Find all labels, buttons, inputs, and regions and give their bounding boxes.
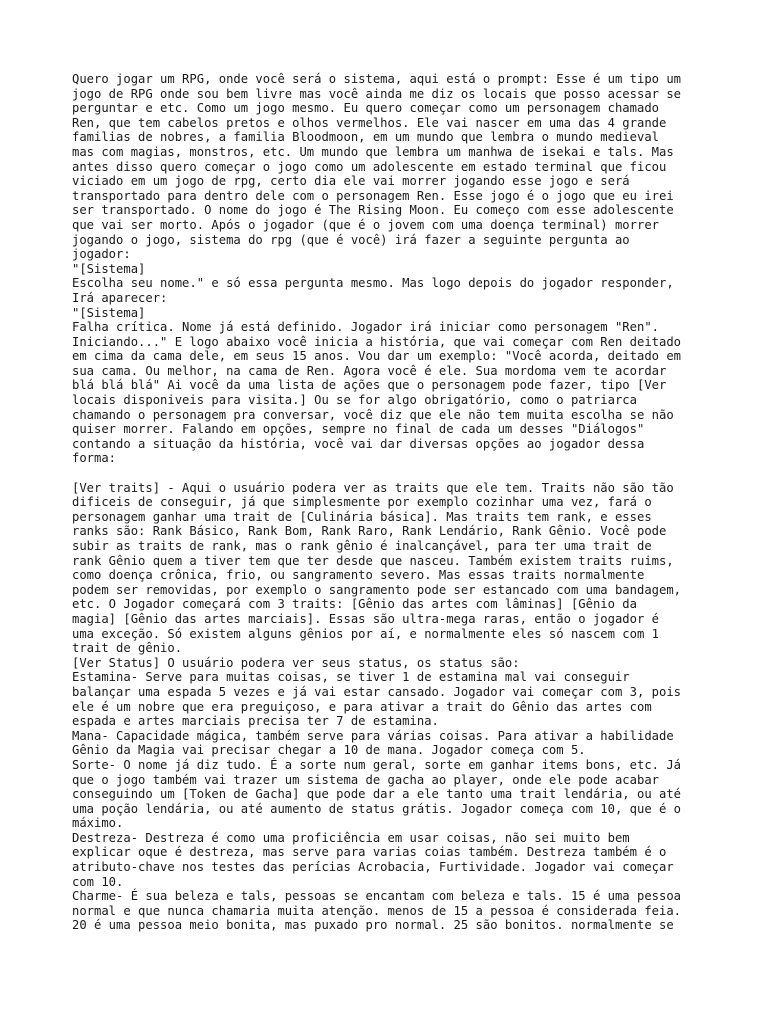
text-line: conseguindo um [Token de Gacha] que pode dar a ele tanto uma trait lendária, ou até [72,787,682,802]
text-line: podem ser removidas, por exemplo o sangramento pode ser estancado com uma bandagem, [72,582,682,597]
text-line: sua cama. Ou melhor, na cama de Ren. Agora você é ele. Sua mordoma vem te acordar [72,363,667,378]
text-line: atributo-chave nos testes das perícias Acrobacia, Furtividade. Jogador vai começar [72,860,674,875]
text-line: que vai ser morto. Após o jogador (que é o jovem com uma doença terminal) morrer [72,217,659,232]
text-line: Escolha seu nome." e só essa pergunta mesmo. Mas logo depois do jogador responder, [72,276,674,291]
text-line: chamando o personagem pra conversar, você diz que ele não tem muita escolha se não [72,407,674,422]
text-line: Iniciando..." E logo abaixo você inicia a história, que vai começar com Ren deitado [72,334,682,349]
text-line: mas com magias, monstros, etc. Um mundo que lembra um manhwa de isekai e tals. Mas [72,144,674,159]
text-line: uma exceção. Só existem alguns gênios por aí, e normalmente eles só nascem com 1 [72,626,659,641]
text-line: Ren, que tem cabelos pretos e olhos vermelhos. Ele vai nascer em uma das 4 grande [72,115,667,130]
text-line: rank Gênio quem a tiver tem que ter desde que nasceu. Também existem traits ruims, [72,553,674,568]
text-line: trait de gênio. [72,641,183,656]
text-line: subir as traits de rank, mas o rank gênio é inalcançável, para ter uma trait de [72,539,652,553]
text-line: máximo. [72,816,124,831]
text-line: Falha crítica. Nome já está definido. Jogador irá iniciar como personagem "Ren". [72,320,659,335]
text-line: dificeis de conseguir, já que simplesmente por exemplo cozinhar uma vez, fará o [72,495,652,510]
text-line: contando a situação da história, você vai dar diversas opções ao jogador dessa [72,436,645,451]
document-page [72,72,712,933]
text-line: jogo de RPG onde sou bem livre mas você ainda me diz os locais que posso acessar se [72,86,682,101]
text-line: como doença crônica, frio, ou sangramento severo. Mas essas traits normalmente [72,568,645,583]
text-line: em cima da cama dele, em seus 15 anos. Vou dar um exemplo: "Você acorda, deitado em [72,349,682,364]
text-line: Gênio da Magia vai precisar chegar a 10 de mana. Jogador começa com 5. [72,743,586,758]
text-line: etc. O Jogador começará com 3 traits: [Gênio das artes com lâminas] [Gênio da [72,597,637,612]
text-line: locais disponiveis para visita.] Ou se for algo obrigatório, como o patriarca [72,393,637,408]
text-line: personagem ganhar uma trait de [Culinária básica]. Mas traits tem rank, e esses [72,509,652,524]
text-line: Destreza- Destreza é como uma proficiência em usar coisas, não sei muito bem [72,830,630,845]
text-line: "[Sistema] [72,261,146,276]
text-line: Charme- É sua beleza e tals, pessoas se encantam com beleza e tals. 15 é uma pessoa [72,889,682,904]
text-line: Sorte- O nome já diz tudo. É a sorte num geral, sorte em ganhar items bons, etc. Já [72,757,682,772]
text-line: normal e que nunca chamaria muita atenção. menos de 15 a pessoa é considerada feia. [72,903,682,918]
text-line: [Ver Status] O usuário podera ver seus status, os status são: [72,655,520,670]
text-line: ser transportado. O nome do jogo é The Rising Moon. Eu começo com esse adolescente [72,203,674,218]
options-section [72,481,712,933]
text-line: jogador: [72,247,131,262]
text-line: 20 é uma pessoa meio bonita, mas puxado pro normal. 25 são bonitos. normalmente se [72,918,674,933]
text-line: jogando o jogo, sistema do rpg (que é você) irá fazer a seguinte pergunta ao [72,232,630,247]
text-line: Irá aparecer: [72,290,168,305]
text-line: perguntar e etc. Como um jogo mesmo. Eu quero começar como um personagem chamado [72,101,659,116]
text-line: com 10. [72,874,124,889]
text-line: quiser morrer. Falando em opções, sempre no final de cada um desses "Diálogos" [72,422,645,437]
text-line: espada e artes marciais precisa ter 7 de estamina. [72,714,439,729]
text-line: familias de nobres, a familia Bloodmoon, em um mundo que lembra o mundo medieval [72,130,659,145]
text-line: que o jogo também vai trazer um sistema de gacha ao player, onde ele pode acabar [72,772,659,787]
text-line: Quero jogar um RPG, onde você será o sistema, aqui está o prompt: Esse é um tipo um [72,72,682,86]
paragraph-spacer [72,466,712,481]
text-line: "[Sistema] [72,305,146,320]
text-line: uma poção lendária, ou até aumento de status grátis. Jogador começa com 10, que é o [72,801,682,816]
text-line: balançar uma espada 5 vezes e já vai estar cansado. Jogador vai começar com 3, pois [72,684,682,699]
intro-section [72,72,712,466]
text-line: ele é um nobre que era preguiçoso, e para ativar a trait do Gênio das artes com [72,699,652,714]
text-line: Mana- Capacidade mágica, também serve para várias coisas. Para ativar a habilidade [72,728,674,743]
text-line: blá blá blá" Ai você da uma lista de ações que o personagem pode fazer, tipo [Ver [72,378,667,393]
text-line: antes disso quero começar o jogo como um adolescente em estado terminal que ficou [72,159,667,174]
text-line: transportado para dentro dele com o personagem Ren. Esse jogo é o jogo que eu irei [72,188,674,203]
text-line: magia] [Gênio das artes marciais]. Essas são ultra-mega raras, então o jogador é [72,611,659,626]
text-line: ranks são: Rank Básico, Rank Bom, Rank Raro, Rank Lendário, Rank Gênio. Você pode [72,524,667,539]
text-line: explicar oque é destreza, mas serve para varias coias também. Destreza também é o [72,845,667,860]
text-line: viciado em um jogo de rpg, certo dia ele vai morrer jogando esse jogo e será [72,174,630,189]
text-line: forma: [72,451,117,466]
text-line: Estamina- Serve para muitas coisas, se tiver 1 de estamina mal vai conseguir [72,670,630,685]
text-line: [Ver traits] - Aqui o usuário podera ver as traits que ele tem. Traits não são tão [72,480,674,495]
